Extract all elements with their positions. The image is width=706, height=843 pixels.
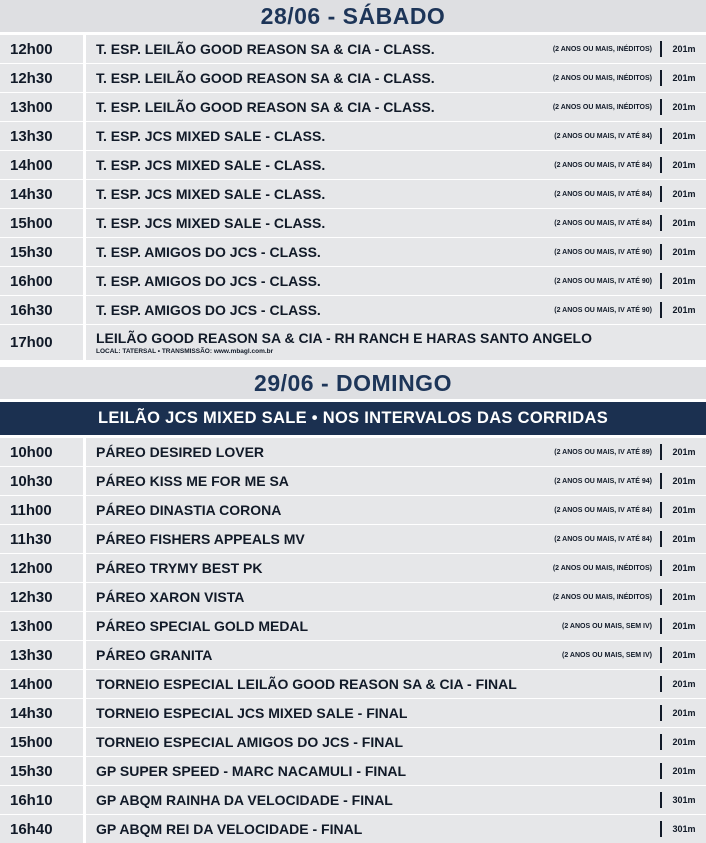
race-conditions: (2 ANOS OU MAIS, IV ATÉ 94) [554, 477, 652, 485]
race-row [0, 93, 706, 122]
race-distance: 201m [672, 563, 696, 573]
time-cell: 13h30 [0, 641, 83, 670]
time-cell: 10h30 [0, 467, 83, 496]
race-body [86, 525, 706, 554]
saturday-schedule [0, 35, 706, 325]
race-title: T. ESP. LEILÃO GOOD REASON SA & CIA - CLASS. [96, 99, 435, 115]
race-distance: 201m [672, 189, 696, 199]
race-conditions: (2 ANOS OU MAIS, IV ATÉ 90) [554, 306, 652, 314]
race-conditions: (2 ANOS OU MAIS, IV ATÉ 84) [554, 161, 652, 169]
race-title: PÁREO TRYMY BEST PK [96, 560, 263, 576]
day-header-sunday: 29/06 - DOMINGO [0, 367, 706, 399]
race-title: T. ESP. AMIGOS DO JCS - CLASS. [96, 244, 321, 260]
race-row [0, 757, 706, 786]
race-title: GP ABQM RAINHA DA VELOCIDADE - FINAL [96, 792, 393, 808]
time-cell: 15h30 [0, 238, 83, 267]
race-distance: 201m [672, 247, 696, 257]
race-conditions: (2 ANOS OU MAIS, SEM IV) [562, 622, 652, 630]
race-distance: 301m [672, 795, 696, 805]
auction-title: LEILÃO GOOD REASON SA & CIA - RH RANCH E HARAS SANTO ANGELO [96, 330, 592, 346]
race-row [0, 670, 706, 699]
race-body [86, 670, 706, 699]
time-cell: 11h30 [0, 525, 83, 554]
race-distance: 301m [672, 824, 696, 834]
race-title: T. ESP. LEILÃO GOOD REASON SA & CIA - CLASS. [96, 41, 435, 57]
race-row [0, 641, 706, 670]
race-conditions: (2 ANOS OU MAIS, INÉDITOS) [552, 45, 652, 53]
time-cell: 13h00 [0, 93, 83, 122]
race-body [86, 180, 706, 209]
race-distance: 201m [672, 737, 696, 747]
race-distance: 201m [672, 679, 696, 689]
auction-row [0, 325, 706, 361]
race-row [0, 238, 706, 267]
race-title: T. ESP. JCS MIXED SALE - CLASS. [96, 215, 326, 231]
race-row [0, 151, 706, 180]
race-conditions: (2 ANOS OU MAIS, IV ATÉ 89) [554, 448, 652, 456]
time-cell: 12h00 [0, 554, 83, 583]
race-body [86, 641, 706, 670]
race-row [0, 815, 706, 843]
race-conditions: (2 ANOS OU MAIS, INÉDITOS) [552, 74, 652, 82]
race-title: TORNEIO ESPECIAL LEILÃO GOOD REASON SA & CIA - FINAL [96, 676, 517, 692]
race-row [0, 438, 706, 467]
auction-details: LOCAL: TATERSAL • TRANSMISSÃO: www.mbagl.com.br [96, 348, 274, 355]
time-cell: 15h00 [0, 209, 83, 238]
race-row [0, 786, 706, 815]
race-distance: 201m [672, 708, 696, 718]
race-title: PÁREO FISHERS APPEALS MV [96, 531, 305, 547]
race-row [0, 35, 706, 64]
race-row [0, 525, 706, 554]
time-cell: 11h00 [0, 496, 83, 525]
race-distance: 201m [672, 447, 696, 457]
time-cell: 12h00 [0, 35, 83, 64]
race-body [86, 757, 706, 786]
race-title: T. ESP. JCS MIXED SALE - CLASS. [96, 128, 326, 144]
time-cell: 16h30 [0, 296, 83, 325]
race-body [86, 496, 706, 525]
race-distance: 201m [672, 534, 696, 544]
race-row [0, 728, 706, 757]
race-distance: 201m [672, 621, 696, 631]
time-cell: 14h00 [0, 151, 83, 180]
race-body [86, 122, 706, 151]
race-row [0, 122, 706, 151]
race-conditions: (2 ANOS OU MAIS, INÉDITOS) [552, 593, 652, 601]
race-distance: 201m [672, 160, 696, 170]
race-body [86, 238, 706, 267]
race-body [86, 35, 706, 64]
race-row [0, 180, 706, 209]
race-distance: 201m [672, 276, 696, 286]
race-row [0, 554, 706, 583]
race-title: T. ESP. AMIGOS DO JCS - CLASS. [96, 273, 321, 289]
race-row [0, 583, 706, 612]
race-title: PÁREO XARON VISTA [96, 589, 245, 605]
race-row [0, 209, 706, 238]
race-body [86, 467, 706, 496]
race-row [0, 612, 706, 641]
time-cell: 13h30 [0, 122, 83, 151]
race-body [86, 296, 706, 325]
race-conditions: (2 ANOS OU MAIS, SEM IV) [562, 651, 652, 659]
race-conditions: (2 ANOS OU MAIS, IV ATÉ 84) [554, 506, 652, 514]
time-cell: 14h30 [0, 699, 83, 728]
race-conditions: (2 ANOS OU MAIS, IV ATÉ 84) [554, 190, 652, 198]
race-conditions: (2 ANOS OU MAIS, INÉDITOS) [552, 103, 652, 111]
race-distance: 201m [672, 592, 696, 602]
race-body [86, 583, 706, 612]
race-body [86, 699, 706, 728]
race-conditions: (2 ANOS OU MAIS, IV ATÉ 90) [554, 277, 652, 285]
sunday-schedule [0, 438, 706, 843]
race-distance: 201m [672, 218, 696, 228]
time-cell: 16h40 [0, 815, 83, 843]
time-cell: 13h00 [0, 612, 83, 641]
race-row [0, 267, 706, 296]
race-body [86, 554, 706, 583]
time-cell: 16h10 [0, 786, 83, 815]
race-distance: 201m [672, 73, 696, 83]
race-row [0, 496, 706, 525]
race-title: PÁREO GRANITA [96, 647, 213, 663]
time-cell: 14h00 [0, 670, 83, 699]
race-body [86, 209, 706, 238]
race-row [0, 467, 706, 496]
race-title: T. ESP. JCS MIXED SALE - CLASS. [96, 186, 326, 202]
race-title: TORNEIO ESPECIAL AMIGOS DO JCS - FINAL [96, 734, 403, 750]
race-body [86, 612, 706, 641]
race-title: GP ABQM REI DA VELOCIDADE - FINAL [96, 821, 363, 837]
race-body [86, 438, 706, 467]
race-conditions: (2 ANOS OU MAIS, INÉDITOS) [552, 564, 652, 572]
time-cell: 15h00 [0, 728, 83, 757]
race-conditions: (2 ANOS OU MAIS, IV ATÉ 84) [554, 535, 652, 543]
race-body [86, 728, 706, 757]
race-body [86, 815, 706, 843]
race-body [86, 267, 706, 296]
race-conditions: (2 ANOS OU MAIS, IV ATÉ 84) [554, 219, 652, 227]
race-body [86, 151, 706, 180]
time-cell: 17h00 [0, 325, 83, 361]
race-distance: 201m [672, 505, 696, 515]
time-cell: 16h00 [0, 267, 83, 296]
time-cell: 14h30 [0, 180, 83, 209]
race-body [86, 64, 706, 93]
race-title: T. ESP. LEILÃO GOOD REASON SA & CIA - CLASS. [96, 70, 435, 86]
race-distance: 201m [672, 305, 696, 315]
race-row [0, 699, 706, 728]
race-distance: 201m [672, 650, 696, 660]
race-title: GP SUPER SPEED - MARC NACAMULI - FINAL [96, 763, 407, 779]
auction-body [86, 325, 706, 361]
race-title: T. ESP. AMIGOS DO JCS - CLASS. [96, 302, 321, 318]
race-title: T. ESP. JCS MIXED SALE - CLASS. [96, 157, 326, 173]
race-title: PÁREO KISS ME FOR ME SA [96, 473, 289, 489]
race-distance: 201m [672, 476, 696, 486]
race-body [86, 93, 706, 122]
race-row [0, 64, 706, 93]
race-distance: 201m [672, 766, 696, 776]
race-conditions: (2 ANOS OU MAIS, IV ATÉ 90) [554, 248, 652, 256]
time-cell: 12h30 [0, 64, 83, 93]
race-distance: 201m [672, 102, 696, 112]
day-header-saturday: 28/06 - SÁBADO [0, 0, 706, 32]
race-title: PÁREO DINASTIA CORONA [96, 502, 282, 518]
race-title: PÁREO DESIRED LOVER [96, 444, 265, 460]
time-cell: 15h30 [0, 757, 83, 786]
race-title: PÁREO SPECIAL GOLD MEDAL [96, 618, 309, 634]
time-cell: 10h00 [0, 438, 83, 467]
mixed-sale-banner: LEILÃO JCS MIXED SALE • NOS INTERVALOS DAS CORRIDAS [0, 402, 706, 435]
race-distance: 201m [672, 131, 696, 141]
race-distance: 201m [672, 44, 696, 54]
race-row [0, 296, 706, 325]
race-conditions: (2 ANOS OU MAIS, IV ATÉ 84) [554, 132, 652, 140]
race-body [86, 786, 706, 815]
race-title: TORNEIO ESPECIAL JCS MIXED SALE - FINAL [96, 705, 408, 721]
time-cell: 12h30 [0, 583, 83, 612]
